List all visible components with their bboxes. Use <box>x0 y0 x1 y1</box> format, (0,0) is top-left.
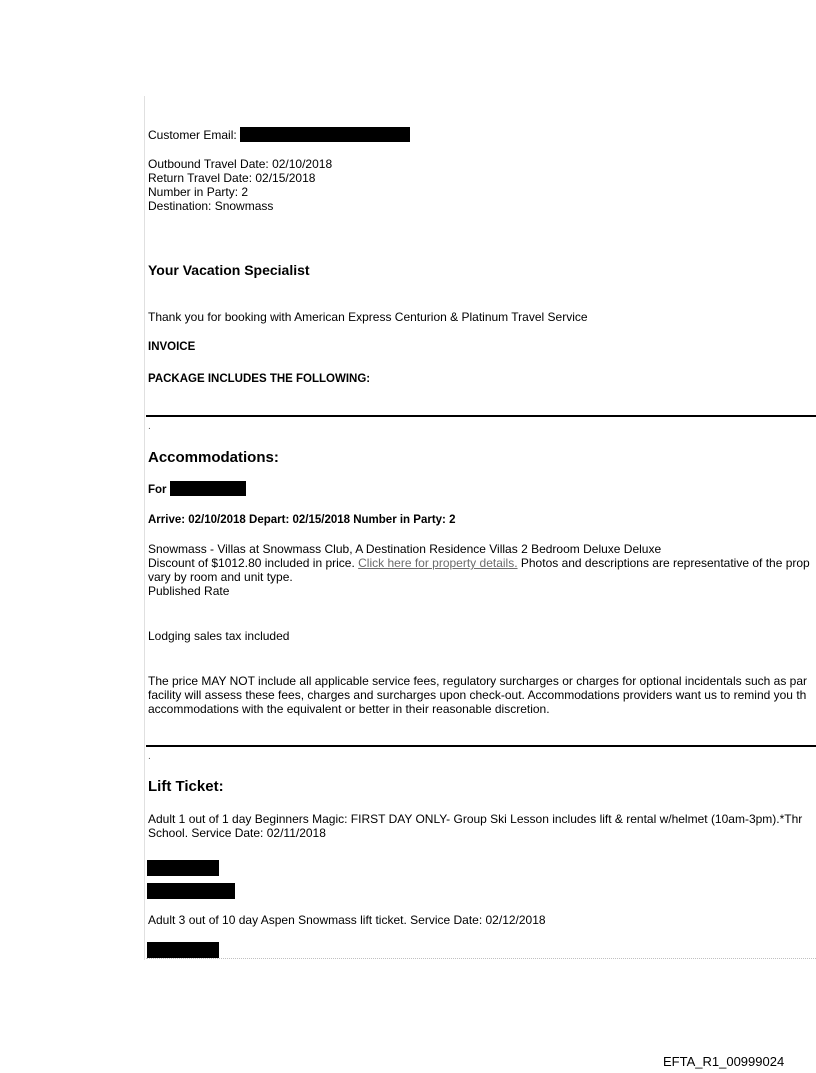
vacation-specialist-heading: Your Vacation Specialist <box>148 262 310 278</box>
return-date: Return Travel Date: 02/15/2018 <box>148 171 316 185</box>
section-divider <box>146 745 816 747</box>
redaction-bar <box>240 127 410 142</box>
separator-dot: . <box>148 751 151 762</box>
lift-item-1-line-1: Adult 1 out of 1 day Beginners Magic: FIRST DAY ONLY- Group Ski Lesson includes lift & rental w/helmet (10am-3pm).*Thr <box>148 812 803 826</box>
document-body <box>144 96 816 960</box>
published-rate: Published Rate <box>148 584 230 598</box>
outbound-date: Outbound Travel Date: 02/10/2018 <box>148 157 333 171</box>
separator-dot: . <box>148 421 151 432</box>
lift-ticket-heading: Lift Ticket: <box>148 778 224 795</box>
discount-line <box>148 556 810 570</box>
lift-item-1-line-2: School. Service Date: 02/11/2018 <box>148 826 326 840</box>
property-line: Snowmass - Villas at Snowmass Club, A Destination Residence Villas 2 Bedroom Deluxe Deluxe <box>148 542 662 556</box>
redaction-bar <box>147 883 235 899</box>
vary-line: vary by room and unit type. <box>148 570 293 584</box>
document-id: EFTA_R1_00999024 <box>663 1054 785 1069</box>
photos-text: Photos and descriptions are representative of the prop <box>517 556 810 570</box>
section-divider <box>146 415 816 417</box>
property-details-link[interactable]: Click here for property details. <box>358 556 518 570</box>
package-includes-label: PACKAGE INCLUDES THE FOLLOWING: <box>148 373 371 385</box>
bottom-divider <box>146 958 816 959</box>
fees-line-3: accommodations with the equivalent or better in their reasonable discretion. <box>148 702 550 716</box>
fees-line-1: The price MAY NOT include all applicable service fees, regulatory surcharges or charges for optional incidentals such as par <box>148 674 807 688</box>
fees-line-2: facility will assess these fees, charges and surcharges upon check-out. Accommodations providers want us to remind you th <box>148 688 807 702</box>
for-row <box>148 481 246 497</box>
destination: Destination: Snowmass <box>148 199 274 213</box>
customer-email-label: Customer Email: <box>148 128 237 142</box>
redaction-bar <box>147 860 219 876</box>
lodging-tax-line: Lodging sales tax included <box>148 629 290 643</box>
for-label: For <box>148 484 167 496</box>
party-count: Number in Party: 2 <box>148 185 249 199</box>
accommodations-heading: Accommodations: <box>148 449 279 466</box>
lift-item-2-line: Adult 3 out of 10 day Aspen Snowmass lift ticket. Service Date: 02/12/2018 <box>148 913 546 927</box>
thank-you-text: Thank you for booking with American Express Centurion & Platinum Travel Service <box>148 310 588 324</box>
redaction-bar <box>170 481 246 496</box>
customer-email-row <box>148 127 410 142</box>
invoice-label: INVOICE <box>148 341 196 353</box>
redaction-bar <box>147 942 219 958</box>
discount-text: Discount of $1012.80 included in price. <box>148 556 359 570</box>
arrive-depart-line: Arrive: 02/10/2018 Depart: 02/15/2018 Number in Party: 2 <box>148 514 456 526</box>
